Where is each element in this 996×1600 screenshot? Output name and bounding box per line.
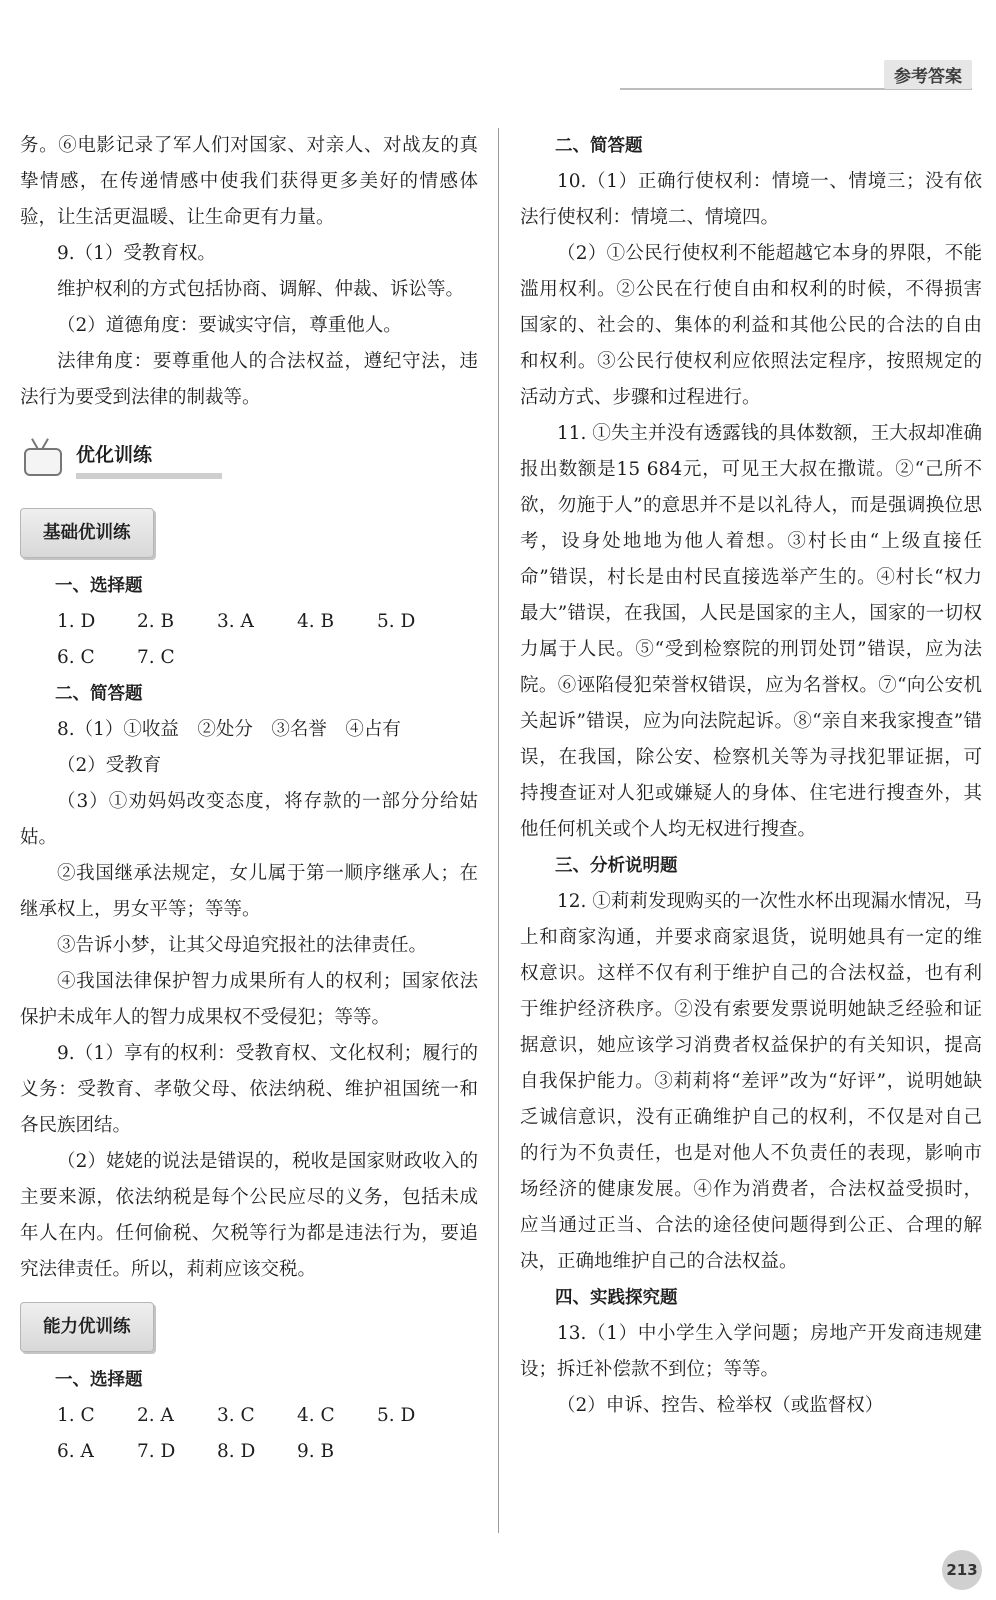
answer-item: 5. D bbox=[377, 611, 416, 632]
answer-item: 6. A bbox=[57, 1441, 94, 1462]
ability-training-tag: 能力优训练 bbox=[20, 1302, 154, 1352]
answer-item: 4. C bbox=[297, 1405, 335, 1426]
q8-part6: ④我国法律保护智力成果所有人的权利；国家依法保护未成年人的智力成果权不受侵犯；等等。 bbox=[20, 971, 478, 1028]
answer-item: 8. D bbox=[217, 1441, 256, 1462]
answer-item: 3. C bbox=[217, 1405, 255, 1426]
q10-part1: 10.（1）正确行使权利：情境一、情境三；没有依法行使权利：情境二、情境四。 bbox=[520, 171, 982, 228]
basic-training-tag: 基础优训练 bbox=[20, 508, 154, 558]
right-column bbox=[520, 128, 982, 1424]
q12-answer: 12. ①莉莉发现购买的一次性水杯出现漏水情况，马上和商家沟通，并要求商家退货，说明她具有一定的维权意识。这样不仅有利于维护自己的合法权益，也有利于维护经济秩序。②没有索要发票说明她缺乏经验和证据意识，她应该学习消费者权益保护的有关知识，提高自我保护能力。③莉莉将“差评”改为“好评”，说明她缺乏诚信意识，没有正确维护自己的权利，不仅是对自己的行为不负责任，也是对他人不负责任的表现，影响市场经济的健康发展。④作为消费者，合法权益受损时，应当通过正当、合法的途径使问题得到公正、合理的解决，正确地维护自己的合法权益。 bbox=[520, 891, 982, 1272]
short-answer-heading: 二、简答题 bbox=[55, 684, 143, 704]
intro-paragraph: 务。⑥电影记录了军人们对国家、对亲人、对战友的真挚情感，在传递情感中使我们获得更多美好的情感体验，让生活更温暖、让生命更有力量。 bbox=[20, 135, 478, 228]
q8-part4: ②我国继承法规定，女儿属于第一顺序继承人；在继承权上，男女平等；等等。 bbox=[20, 863, 478, 920]
answer-item: 2. B bbox=[137, 611, 175, 632]
q9-part1: 9.（1）受教育权。 bbox=[57, 243, 216, 264]
answer-item: 6. C bbox=[57, 647, 95, 668]
analysis-heading: 三、分析说明题 bbox=[555, 856, 678, 876]
q9-part2-legal: 法律角度：要尊重他人的合法权益，遵纪守法，违法行为要受到法律的制裁等。 bbox=[20, 351, 478, 408]
q9b-part2: （2）姥姥的说法是错误的，税收是国家财政收入的主要来源，依法纳税是每个公民应尽的义务，包括未成年人在内。任何偷税、欠税等行为都是违法行为，要追究法律责任。所以，莉莉应该交税。 bbox=[20, 1151, 478, 1280]
choice-answers-basic bbox=[20, 604, 478, 676]
answer-item: 3. A bbox=[217, 611, 254, 632]
choice-heading: 一、选择题 bbox=[55, 576, 143, 596]
answer-item: 5. D bbox=[377, 1405, 416, 1426]
q13-part1: 13.（1）中小学生入学问题；房地产开发商违规建设；拆迁补偿款不到位；等等。 bbox=[520, 1323, 982, 1380]
answer-item: 1. C bbox=[57, 1405, 95, 1426]
q9-rights-methods: 维护权利的方式包括协商、调解、仲裁、诉讼等。 bbox=[57, 279, 465, 300]
answer-item: 4. B bbox=[297, 611, 335, 632]
q8-part1: 8.（1）①收益 ②处分 ③名誉 ④占有 bbox=[57, 719, 401, 740]
section-title: 优化训练 bbox=[76, 437, 222, 479]
q10-part2: （2）①公民行使权利不能超越它本身的界限，不能滥用权利。②公民在行使自由和权利的时候，不得损害国家的、社会的、集体的利益和其他公民的合法的自由和权利。③公民行使权利应依照法定程序，按照规定的活动方式、步骤和过程进行。 bbox=[520, 243, 982, 408]
answer-item: 7. D bbox=[137, 1441, 176, 1462]
answer-item: 2. A bbox=[137, 1405, 174, 1426]
q8-part2: （2）受教育 bbox=[57, 755, 162, 776]
short-answer-heading-right: 二、简答题 bbox=[555, 136, 643, 156]
q13-part2: （2）申诉、控告、检举权（或监督权） bbox=[557, 1395, 884, 1416]
q9-part2-moral: （2）道德角度：要诚实守信，尊重他人。 bbox=[57, 315, 402, 336]
q8-part5: ③告诉小梦，让其父母追究报社的法律责任。 bbox=[57, 935, 428, 956]
practice-heading: 四、实践探究题 bbox=[555, 1288, 678, 1308]
choice-answers-ability bbox=[20, 1398, 478, 1470]
choice-heading-2: 一、选择题 bbox=[55, 1370, 143, 1390]
q8-part3: （3）①劝妈妈改变态度，将存款的一部分分给姑姑。 bbox=[20, 791, 478, 848]
q9b-part1: 9.（1）享有的权利：受教育权、文化权利；履行的义务：受教育、孝敬父母、依法纳税、维护祖国统一和各民族团结。 bbox=[20, 1043, 478, 1136]
page-number: 213 bbox=[942, 1550, 982, 1590]
section-heading bbox=[20, 428, 478, 488]
header-label: 参考答案 bbox=[884, 60, 972, 89]
left-column bbox=[20, 128, 478, 1470]
answer-item: 7. C bbox=[137, 647, 175, 668]
q11-answer: 11. ①失主并没有透露钱的具体数额，王大叔却准确报出数额是15 684元，可见王大叔在撒谎。②“己所不欲，勿施于人”的意思并不是以礼待人，而是强调换位思考，设身处地地为他人着想。③村长由“上级直接任命”错误，村长是由村民直接选举产生的。④村长“权力最大”错误，在我国，人民是国家的主人，国家的一切权力属于人民。⑤“受到检察院的刑罚处罚”错误，应为法院。⑥诬陷侵犯荣誉权错误，应为名誉权。⑦“向公安机关起诉”错误，应为向法院起诉。⑧“亲自来我家搜查”错误，在我国，除公安、检察机关等为寻找犯罪证据，可持搜查证对人犯或嫌疑人的身体、住宅进行搜查外，其他任何机关或个人均无权进行搜查。 bbox=[520, 423, 982, 840]
answer-item: 1. D bbox=[57, 611, 96, 632]
tv-icon bbox=[20, 438, 64, 478]
answer-item: 9. B bbox=[297, 1441, 335, 1462]
column-divider bbox=[498, 128, 499, 1533]
